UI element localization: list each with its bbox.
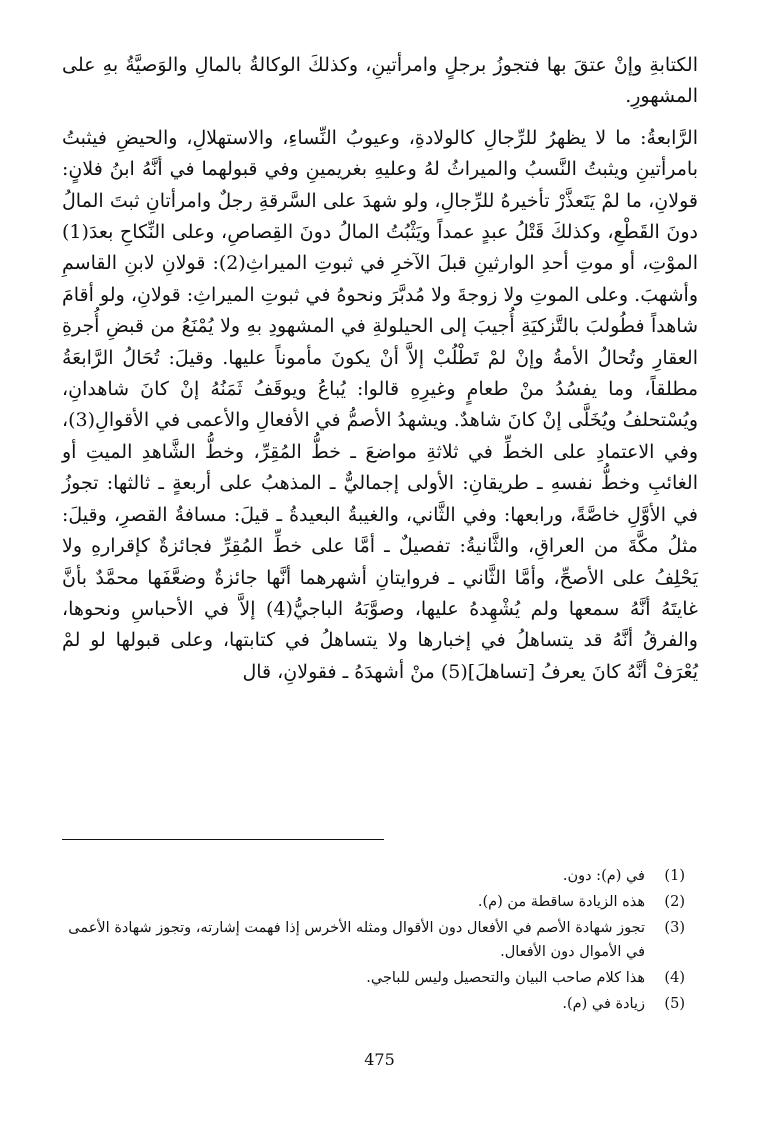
footnote-5 [62, 992, 685, 1016]
footnotes [62, 864, 685, 1018]
footnote-number: (4) [664, 970, 685, 986]
footnote-separator [62, 839, 384, 840]
footnote-text: زيادة في (م). [562, 996, 645, 1012]
footnote-3 [62, 916, 685, 964]
paragraph-1: الكتابةِ وإنْ عتقَ بها فتجوزُ برجلٍ وامرأتينِ، وكذلكَ الوكالةُ بالمالِ والوَصيَّةُ بهِ على المشهورِ. [62, 54, 698, 108]
footnote-text: هذه الزيادة ساقطة من (م). [477, 894, 645, 910]
page-number: 475 [364, 1050, 395, 1069]
footnote-number: (2) [664, 894, 685, 910]
footnote-number: (3) [664, 920, 685, 936]
paragraph-2: الرَّابعةُ: ما لا يظهرُ للرِّجالِ كالولادةِ، وعيوبُ النِّساءِ، والاستهلالِ، والحيضِ فيثبتُ بامرأتينِ ويثبتُ النَّسبُ والميراثُ لهُ وعليهِ بغريمينِ وفي قبولهما في أنَّهُ ابنُ فلانٍ: قولانِ، ما لمْ يَتَعذَّرْ تأخيرهُ للرِّجالِ، ولو شهدَ على السَّرقةِ رجلٌ وامرأتانِ ثبتَ المالُ دونَ القَطْعِ، وكذلكَ قَتْلُ عبدٍ عمداً ويَثْبُتُ المالُ دونَ القِصاصِ، وعلى النِّكاحِ بعدَ(1) الموْتِ، أو موتِ أحدِ الوارثينِ قبلَ الآخرِ في ثبوتِ الميراثِ(2): قولانِ لابنِ القاسمِ وأشهبَ. وعلى الموتِ ولا زوجةَ ولا مُدبَّرَ ونحوهُ في ثبوتِ الميراثِ: قولانِ، ولو أقامَ شاهداً فطُولبَ بالتَّزكيَةِ أُجيبَ إلى الحيلولةِ في المشهودِ بهِ ولا يُمْنَعُ من قبضِ أُجرةِ العقارِ وتُحالُ الأمةُ وإنْ لمْ تَطْلُبْ إلاَّ أنْ يكونَ مأموناً عليها. وقيلَ: تُحَالُ الرَّابعَةُ مطلقاً، وما يفسُدُ منْ طعامٍ وغيرِهِ قالوا: يُباعُ ويوقَفُ ثَمَنُهُ إنْ كانَ شاهدانِ، ويُسْتحلفُ ويُخَلَّى إنْ كانَ شاهدٌ. ويشهدُ الأصمُّ في الأفعالِ والأعمى في الأقوالِ(3)، وفي الاعتمادِ على الخطِّ في ثلاثةِ مواضعَ ـ خطُّ المُقِرِّ، وخطُّ الشَّاهدِ الميتِ أو الغائبِ وخطُّ نفسهِ ـ طريقانِ: الأولى إجماليٌّ ـ المذهبُ على أربعةٍ ـ ثالثها: تجوزُ في الأوَّلِ خاصَّةً، ورابعها: وفي الثَّاني، والغيبةُ البعيدةُ ـ قيلَ: مسافةُ القصرِ، وقيلَ: مثلُ مكَّةَ من العراقِ، والثَّانيةُ: تفصيلٌ ـ أمَّا على خطِّ المُقِرِّ فجائزةٌ كإقرارهِ ولا يَحْلِفُ على الأصحِّ، وأمَّا الثَّاني ـ فروايتانِ أشهرهما أنَّها جائزةٌ وضعَّفَها محمَّدٌ بأنَّ غايتَهُ أنَّهُ سمعها ولم يُشْهِدهُ عليها، وصوَّبَهُ الباجيُّ(4) إلاَّ في الأحباسِ ونحوها، والفرقُ أنَّهُ قد يتساهلُ في إخبارها ولا يتساهلُ في كتابتها، وعلى قبولها لو لمْ يُعْرَفْ أنَّهُ كانَ يعرفُ [تساهلَ](5) منْ أشهدَهُ ـ فقولانِ، قال [62, 126, 698, 683]
footnote-text: هذا كلام صاحب البيان والتحصيل وليس للباجي. [366, 970, 645, 986]
footnote-2 [62, 890, 685, 914]
footnote-text: في (م): دون. [562, 868, 645, 884]
footnote-number: (1) [664, 868, 685, 884]
footnote-4 [62, 966, 685, 990]
footnote-number: (5) [664, 996, 685, 1012]
footnote-text: تجوز شهادة الأصم في الأفعال دون الأقوال ومثله الأخرس إذا فهمت إشارته، وتجوز شهادة الأعمى في الأموال دون الأفعال. [68, 920, 645, 960]
footnote-1 [62, 864, 685, 888]
main-text [62, 50, 698, 688]
